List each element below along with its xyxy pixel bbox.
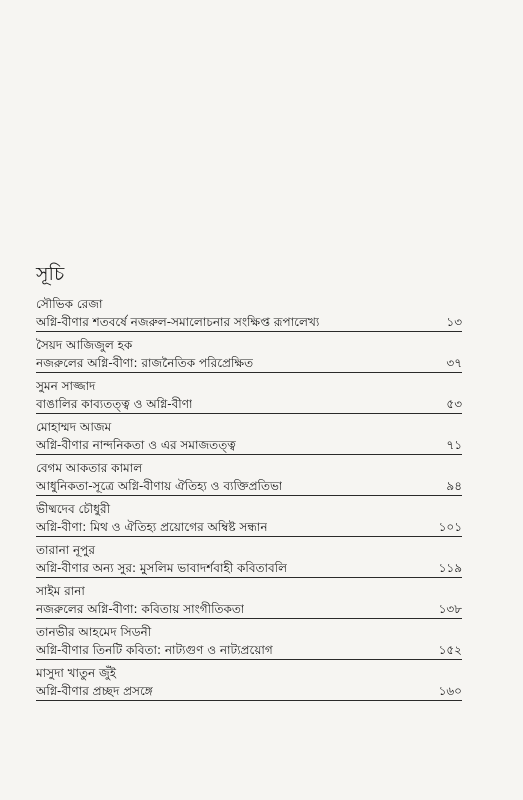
entry-page-number: ৭১ — [446, 438, 462, 452]
entry-author: তানভীর আহমেদ সিডনী — [36, 625, 152, 639]
entry-divider — [36, 659, 462, 660]
toc-entry — [36, 337, 462, 378]
toc-entry — [36, 460, 462, 501]
entry-page-number: ১৩৮ — [438, 602, 462, 616]
entry-author: সৌভিক রেজা — [36, 297, 103, 311]
toc-entry — [36, 419, 462, 460]
toc-list — [36, 296, 462, 706]
entry-divider — [36, 700, 462, 701]
entry-title-row — [36, 477, 462, 495]
entry-title: অগ্নি-বীণার তিনটি কবিতা: নাট্যগুণ ও নাট্যপ্রয়োগ — [36, 643, 273, 657]
entry-title: অগ্নি-বীণার শতবর্ষে নজরুল-সমালোচনার সংক্ষিপ্ত রূপালেখ্য — [36, 315, 320, 329]
entry-author: সাইম রানা — [36, 584, 85, 598]
entry-title-row — [36, 559, 462, 577]
entry-divider — [36, 495, 462, 496]
entry-author: মাসুদা খাতুন জুঁই — [36, 666, 116, 680]
entry-author: মোহাম্মদ আজম — [36, 420, 112, 434]
entry-divider — [36, 372, 462, 373]
toc-entry — [36, 378, 462, 419]
entry-title: বাঙালির কাব্যতত্ত্ব ও অগ্নি-বীণা — [36, 397, 193, 411]
entry-title: নজরুলের অগ্নি-বীণা: রাজনৈতিক পরিপ্রেক্ষিত — [36, 356, 254, 370]
entry-author: সৈয়দ আজিজুল হক — [36, 338, 133, 352]
entry-title-row — [36, 641, 462, 659]
entry-divider — [36, 618, 462, 619]
entry-title: অগ্নি-বীণা: মিথ ও ঐতিহ্য প্রয়োগের অম্বিষ্ট সন্ধান — [36, 520, 268, 534]
toc-heading: সূচি — [36, 263, 65, 285]
entry-page-number: ৩৭ — [446, 356, 462, 370]
entry-divider — [36, 577, 462, 578]
entry-author: তারানা নূপুর — [36, 543, 95, 557]
entry-title-row — [36, 682, 462, 700]
entry-title: অগ্নি-বীণার প্রচ্ছদ প্রসঙ্গে — [36, 684, 153, 698]
entry-page-number: ১০১ — [438, 520, 462, 534]
entry-author: ভীষ্মদেব চৌধুরী — [36, 502, 111, 516]
entry-divider — [36, 331, 462, 332]
toc-entry — [36, 296, 462, 337]
entry-title-row — [36, 600, 462, 618]
entry-title: নজরুলের অগ্নি-বীণা: কবিতায় সাংগীতিকতা — [36, 602, 245, 616]
toc-entry — [36, 501, 462, 542]
entry-title-row — [36, 518, 462, 536]
toc-entry — [36, 583, 462, 624]
entry-page-number: ১৩ — [446, 315, 462, 329]
entry-title-row — [36, 395, 462, 413]
entry-title: অগ্নি-বীণার নান্দনিকতা ও এর সমাজতত্ত্ব — [36, 438, 236, 452]
entry-title: অগ্নি-বীণার অন্য সুর: মুসলিম ভাবাদর্শবাহী কবিতাবলি — [36, 561, 288, 575]
entry-page-number: ১৫২ — [438, 643, 462, 657]
entry-divider — [36, 536, 462, 537]
entry-title: আধুনিকতা-সূত্রে অগ্নি-বীণায় ঐতিহ্য ও ব্যক্তিপ্রতিভা — [36, 479, 283, 493]
toc-entry — [36, 665, 462, 706]
entry-divider — [36, 454, 462, 455]
entry-divider — [36, 413, 462, 414]
toc-entry — [36, 542, 462, 583]
entry-title-row — [36, 354, 462, 372]
entry-page-number: ১৬০ — [438, 684, 462, 698]
entry-title-row — [36, 436, 462, 454]
entry-page-number: ৯৪ — [446, 479, 462, 493]
toc-entry — [36, 624, 462, 665]
entry-title-row — [36, 313, 462, 331]
entry-page-number: ১১৯ — [438, 561, 462, 575]
entry-page-number: ৫৩ — [446, 397, 462, 411]
entry-author: বেগম আকতার কামাল — [36, 461, 143, 475]
entry-author: সুমন সাজ্জাদ — [36, 379, 96, 393]
